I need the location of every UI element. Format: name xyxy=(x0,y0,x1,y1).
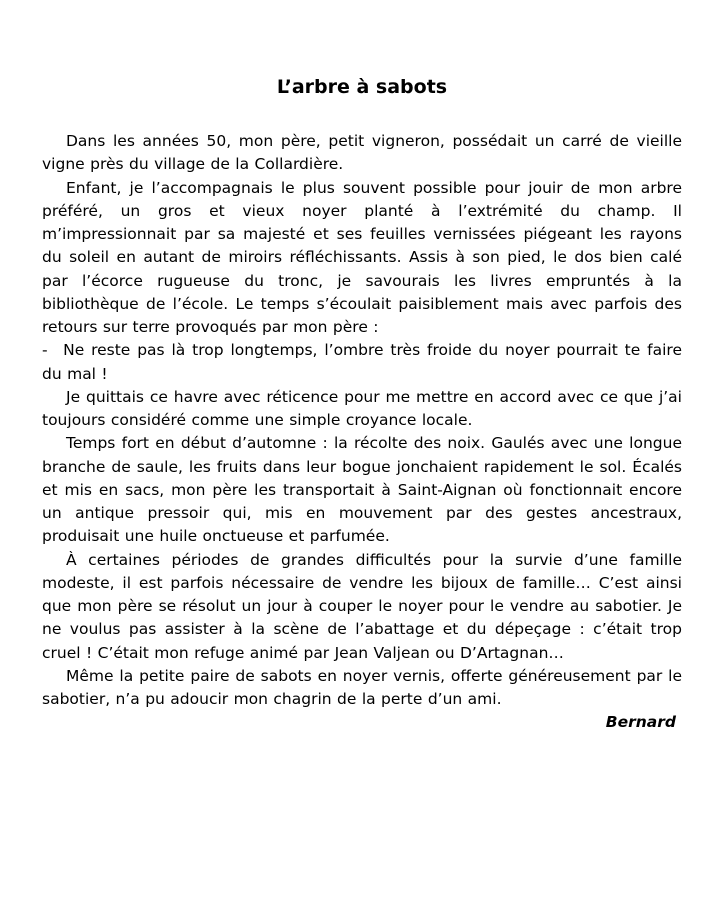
paragraph-selling-tree: À certaines périodes de grandes difficultés pour la survie d’une famille modeste, il est parfois nécessaire de vendre les bijoux de famille… C’est ainsi que mon père se résolut un jour à couper le noyer pour le vendre au sabotier. Je ne voulus pas assister à la scène de l’abattage et du dépeçage : c’était trop cruel ! C’était mon refuge animé par Jean Valjean ou D’Artagnan… xyxy=(42,550,682,662)
document-title: L’arbre à sabots xyxy=(276,76,448,98)
paragraph-walnut-harvest: Temps fort en début d’automne : la récolte des noix. Gaulés avec une longue branche de saule, les fruits dans leur bogue jonchaient rapidement le sol. Écalés et mis en sacs, mon père les transportait à Saint-Aignan où fonctionnait encore un antique pressoir qui, mis en mouvement par des gestes ancestraux, produisait une huile onctueuse et parfumée. xyxy=(42,434,682,546)
paragraph-intro-vineyard: Dans les années 50, mon père, petit vigneron, possédait un carré de vieille vigne près du village de la Collardière. xyxy=(42,132,682,174)
paragraph-father-dialogue: - Ne reste pas là trop longtemps, l’ombre très froide du noyer pourrait te faire du mal ! xyxy=(42,341,682,383)
paragraph-leaving-haven: Je quittais ce havre avec réticence pour me mettre en accord avec ce que j’ai toujours considéré comme une simple croyance locale. xyxy=(42,387,682,429)
paragraph-walnut-tree: Enfant, je l’accompagnais le plus souvent possible pour jouir de mon arbre préféré, un gros et vieux noyer planté à l’extrémité du champ. Il m’impressionnait par sa majesté et ses feuilles vernissées piégeant les rayons du soleil en autant de miroirs réfléchissants. Assis à son pied, le dos bien calé par l’écorce rugueuse du tronc, je savourais les livres empruntés à la bibliothèque de l’école. Le temps s’écoulait paisiblement mais avec parfois des retours sur terre provoqués par mon père : xyxy=(42,178,682,336)
paragraph-wooden-shoes: Même la petite paire de sabots en noyer vernis, offerte généreusement par le sabotier, n’a pu adoucir mon chagrin de la perte d’un ami. xyxy=(42,666,682,708)
author-signature: Bernard xyxy=(605,713,676,732)
